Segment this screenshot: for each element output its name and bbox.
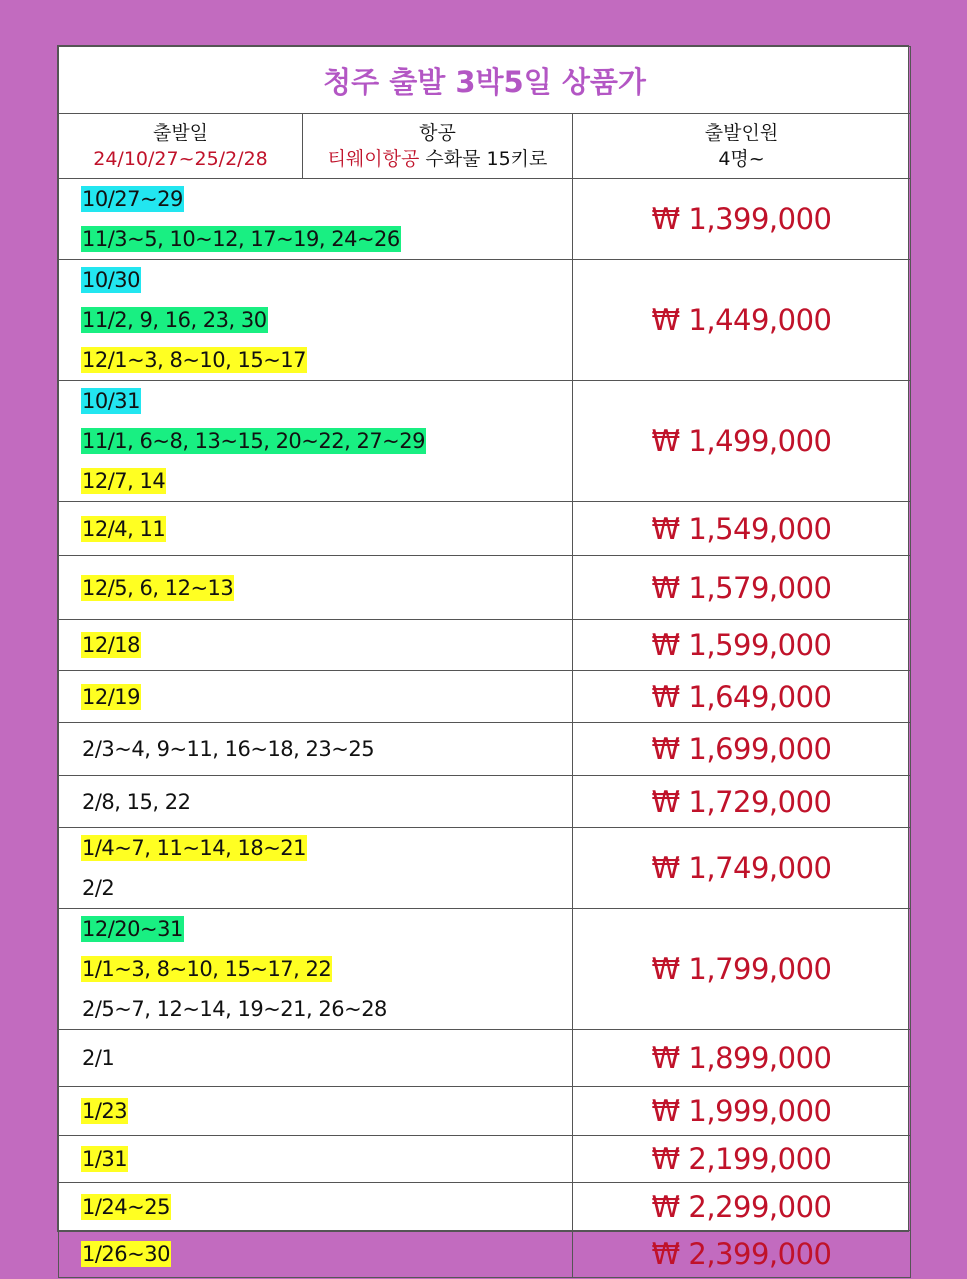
date-line — [81, 340, 572, 380]
date-line — [81, 989, 572, 1029]
departure-dates-cell — [59, 502, 573, 556]
date-line — [81, 219, 572, 259]
date-text: 11/2, 9, 16, 23, 30 — [82, 308, 267, 332]
price-cell: ₩ 1,699,000 — [573, 723, 911, 776]
price-cell: ₩ 2,299,000 — [573, 1183, 911, 1231]
date-text: 10/31 — [82, 389, 141, 413]
date-line — [81, 828, 572, 868]
date-line — [81, 1187, 572, 1227]
date-line — [81, 729, 572, 769]
date-text: 12/19 — [82, 684, 141, 709]
header-departure-date — [59, 114, 303, 179]
price-cell: ₩ 1,749,000 — [573, 828, 911, 909]
date-line — [81, 625, 572, 665]
date-text: 12/18 — [82, 633, 141, 657]
date-text: 1/4~7, 11~14, 18~21 — [82, 836, 307, 860]
table-row — [59, 556, 911, 620]
departure-dates-cell — [59, 671, 573, 723]
header-travelers — [573, 114, 911, 179]
table-row — [59, 776, 911, 828]
date-text: 1/24~25 — [82, 1194, 170, 1219]
date-text: 12/4, 11 — [82, 516, 166, 541]
price-table — [58, 46, 911, 1278]
date-text: 10/30 — [82, 268, 141, 292]
header-airline-label: 항공 — [419, 122, 456, 144]
price-cell: ₩ 1,649,000 — [573, 671, 911, 723]
date-text: 12/7, 14 — [82, 469, 166, 493]
table-row — [59, 502, 911, 556]
price-cell: ₩ 1,579,000 — [573, 556, 911, 620]
departure-dates-cell — [59, 179, 573, 260]
table-row — [59, 723, 911, 776]
price-cell: ₩ 1,729,000 — [573, 776, 911, 828]
date-line — [81, 381, 572, 421]
date-text: 1/26~30 — [82, 1242, 170, 1266]
date-line — [81, 421, 572, 461]
price-cell: ₩ 1,449,000 — [573, 260, 911, 381]
departure-dates-cell — [59, 381, 573, 502]
table-row — [59, 1183, 911, 1231]
price-cell: ₩ 1,899,000 — [573, 1030, 911, 1087]
table-row — [59, 1231, 911, 1278]
price-cell: ₩ 1,599,000 — [573, 620, 911, 671]
departure-dates-cell — [59, 828, 573, 909]
date-line — [81, 1139, 572, 1179]
price-cell: ₩ 1,549,000 — [573, 502, 911, 556]
date-text: 2/1 — [82, 1046, 115, 1070]
price-cell: ₩ 2,199,000 — [573, 1136, 911, 1183]
page-title: 청주 출발 3박5일 상품가 — [59, 47, 911, 114]
date-line — [81, 260, 572, 300]
date-line — [81, 677, 572, 717]
header-travelers-label: 출발인원 — [704, 122, 779, 144]
date-text: 12/5, 6, 12~13 — [82, 575, 234, 600]
header-travelers-value: 4명~ — [718, 148, 765, 170]
price-cell: ₩ 1,499,000 — [573, 381, 911, 502]
header-row — [59, 114, 911, 179]
date-line — [81, 868, 572, 908]
departure-dates-cell — [59, 556, 573, 620]
date-line — [81, 461, 572, 501]
departure-dates-cell — [59, 1087, 573, 1136]
table-row — [59, 260, 911, 381]
date-line — [81, 909, 572, 949]
date-line — [81, 782, 572, 822]
table-row — [59, 1030, 911, 1087]
date-text: 2/3~4, 9~11, 16~18, 23~25 — [82, 737, 375, 761]
table-row — [59, 1136, 911, 1183]
price-cell: ₩ 1,999,000 — [573, 1087, 911, 1136]
date-line — [81, 568, 572, 608]
date-line — [81, 1038, 572, 1078]
table-row — [59, 179, 911, 260]
departure-dates-cell — [59, 776, 573, 828]
date-line — [81, 1234, 572, 1274]
departure-dates-cell — [59, 1183, 573, 1231]
price-rows — [59, 179, 911, 1278]
departure-dates-cell — [59, 1136, 573, 1183]
date-text: 1/31 — [82, 1147, 128, 1171]
departure-dates-cell — [59, 260, 573, 381]
date-line — [81, 300, 572, 340]
date-text: 11/1, 6~8, 13~15, 20~22, 27~29 — [82, 429, 425, 453]
table-row — [59, 381, 911, 502]
date-line — [81, 509, 572, 549]
table-row — [59, 909, 911, 1030]
price-cell: ₩ 1,399,000 — [573, 179, 911, 260]
date-text: 11/3~5, 10~12, 17~19, 24~26 — [82, 227, 400, 251]
date-line — [81, 179, 572, 219]
date-text: 10/27~29 — [82, 187, 183, 211]
date-text: 12/1~3, 8~10, 15~17 — [82, 348, 307, 372]
header-departure-label: 출발일 — [152, 122, 209, 144]
price-cell: ₩ 1,799,000 — [573, 909, 911, 1030]
header-airline-name: 티웨이항공 — [327, 148, 420, 170]
price-sheet — [57, 45, 909, 1271]
date-text: 1/1~3, 8~10, 15~17, 22 — [82, 957, 332, 981]
date-line — [81, 949, 572, 989]
date-text: 2/8, 15, 22 — [82, 789, 191, 814]
price-cell: ₩ 2,399,000 — [573, 1231, 911, 1278]
departure-dates-cell — [59, 1030, 573, 1087]
departure-dates-cell — [59, 909, 573, 1030]
date-text: 1/23 — [82, 1099, 128, 1123]
header-baggage: 수화물 15키로 — [425, 148, 548, 170]
departure-dates-cell — [59, 620, 573, 671]
date-text: 2/5~7, 12~14, 19~21, 26~28 — [82, 997, 387, 1021]
date-text: 2/2 — [82, 876, 115, 900]
table-row — [59, 620, 911, 671]
date-text: 12/20~31 — [82, 917, 183, 941]
date-line — [81, 1091, 572, 1131]
table-row — [59, 1087, 911, 1136]
header-airline — [303, 114, 573, 179]
table-row — [59, 828, 911, 909]
header-date-range: 24/10/27~25/2/28 — [93, 148, 268, 170]
departure-dates-cell — [59, 1231, 573, 1278]
departure-dates-cell — [59, 723, 573, 776]
table-row — [59, 671, 911, 723]
